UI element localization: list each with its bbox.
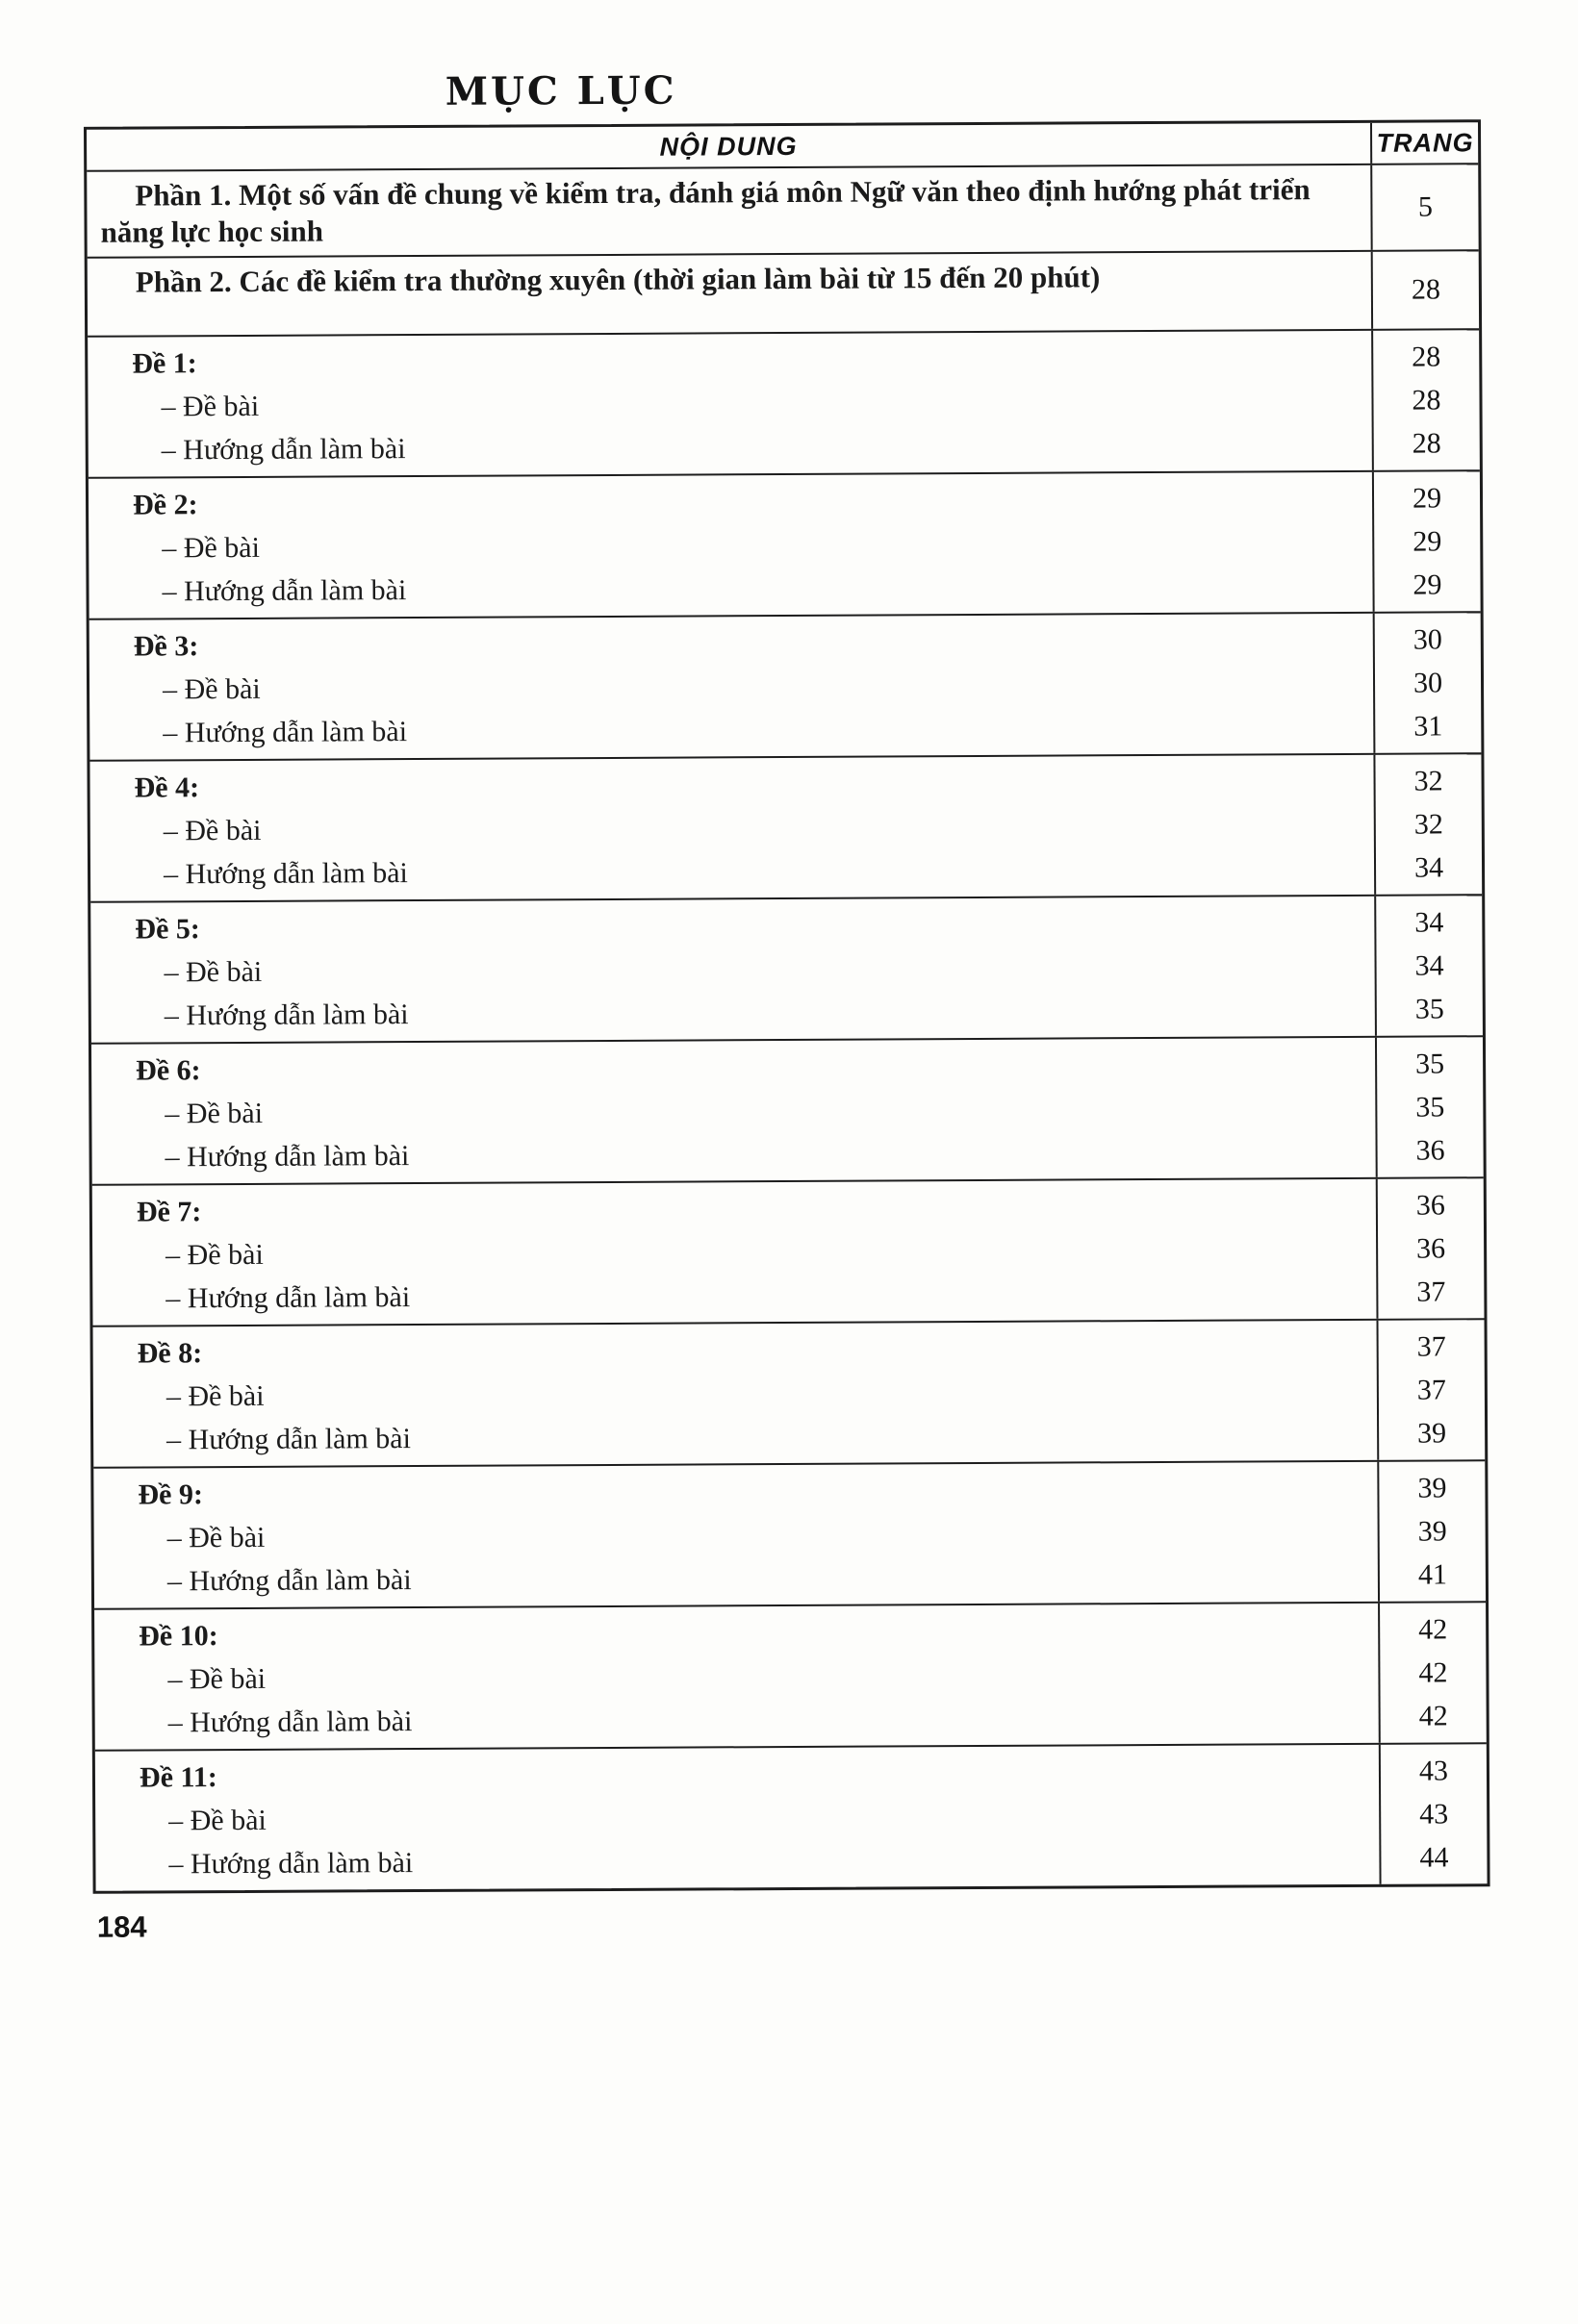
group-page-number: 35	[1415, 1048, 1445, 1080]
footer-page-number: 184	[96, 1909, 147, 1944]
toc-part-row	[88, 251, 1479, 338]
group-content-cell	[93, 1462, 1378, 1608]
group-title: Đề 4:	[134, 771, 200, 804]
group-title: Đề 8:	[137, 1337, 203, 1370]
toc-group-row	[93, 1461, 1486, 1610]
item-page-number: 37	[1416, 1374, 1446, 1406]
group-content-cell	[89, 614, 1374, 760]
column-header-trang: TRANG	[1370, 122, 1478, 164]
toc-item-label: – Đề bài	[166, 1521, 266, 1554]
item-page-number: 31	[1413, 710, 1443, 743]
item-page-number: 29	[1413, 525, 1442, 558]
group-pages-cell	[1373, 754, 1482, 895]
group-pages-cell	[1372, 471, 1481, 612]
group-page-number: 28	[1412, 341, 1441, 373]
group-page-number: 43	[1418, 1755, 1449, 1787]
group-page-number: 36	[1415, 1189, 1445, 1222]
item-page-number: 41	[1417, 1558, 1447, 1591]
group-title: Đề 1:	[132, 347, 197, 380]
item-page-number: 35	[1414, 993, 1444, 1025]
group-pages-cell	[1377, 1320, 1486, 1460]
toc-item-label: – Đề bài	[167, 1662, 267, 1696]
toc-groups	[88, 330, 1487, 1891]
group-content-cell	[93, 1321, 1378, 1467]
item-page-number: 28	[1412, 427, 1441, 460]
group-pages-cell	[1377, 1461, 1486, 1602]
group-pages-cell	[1375, 1037, 1484, 1177]
group-title: Đề 7:	[136, 1196, 202, 1228]
toc-item-label: – Đề bài	[161, 390, 260, 423]
toc-item-label: – Hướng dẫn làm bài	[166, 1423, 411, 1456]
toc-item-label: – Hướng dẫn làm bài	[166, 1564, 412, 1598]
group-content-cell	[92, 1179, 1377, 1326]
group-page-number: 37	[1416, 1330, 1446, 1363]
group-pages-cell	[1379, 1744, 1488, 1884]
group-content-cell	[89, 472, 1373, 619]
item-page-number: 35	[1415, 1091, 1445, 1124]
toc-item-label: – Đề bài	[165, 1379, 265, 1413]
item-page-number: 28	[1412, 384, 1441, 417]
item-page-number: 34	[1414, 949, 1444, 982]
group-page-number: 32	[1413, 765, 1443, 797]
column-header-noi-dung: NỘI DUNG	[659, 131, 798, 162]
group-content-cell	[91, 1038, 1376, 1184]
item-page-number: 29	[1413, 568, 1442, 601]
toc-item-label: – Đề bài	[162, 672, 261, 706]
item-page-number: 42	[1418, 1656, 1448, 1689]
toc-group-row	[92, 1178, 1485, 1327]
item-page-number: 30	[1413, 667, 1443, 699]
toc-group-row	[89, 613, 1482, 762]
group-pages-cell	[1376, 1178, 1485, 1319]
toc-item-label: – Hướng dẫn làm bài	[168, 1847, 414, 1881]
group-content-cell	[89, 755, 1374, 901]
group-title: Đề 6:	[136, 1054, 201, 1087]
group-content-cell	[95, 1745, 1380, 1891]
toc-group-row	[93, 1320, 1486, 1469]
group-content-cell	[90, 897, 1375, 1043]
toc-item-label: – Đề bài	[165, 1238, 264, 1272]
group-title: Đề 10:	[139, 1620, 218, 1653]
group-pages-cell	[1373, 613, 1482, 753]
item-page-number: 44	[1419, 1841, 1449, 1874]
toc-item-label: – Hướng dẫn làm bài	[167, 1705, 413, 1739]
group-title: Đề 2:	[132, 489, 198, 521]
part-title: Phần 1. Một số vấn đề chung về kiểm tra, đánh giá môn Ngữ văn theo định hướng phát triển năng lực học sinh	[100, 172, 1311, 249]
group-pages-cell	[1371, 330, 1480, 470]
toc-item-label: – Đề bài	[168, 1804, 267, 1837]
toc-item-label: – Hướng dẫn làm bài	[163, 857, 408, 891]
group-content-cell	[88, 331, 1372, 477]
toc-item-label: – Hướng dẫn làm bài	[163, 716, 408, 749]
group-title: Đề 5:	[135, 913, 200, 946]
toc-group-row	[91, 1037, 1484, 1186]
item-page-number: 42	[1418, 1700, 1448, 1732]
item-page-number: 39	[1417, 1515, 1447, 1548]
toc-group-row	[90, 896, 1483, 1045]
toc-item-label: – Hướng dẫn làm bài	[165, 1281, 411, 1315]
part-page-number: 28	[1371, 251, 1479, 329]
group-title: Đề 3:	[133, 630, 199, 663]
group-title: Đề 9:	[138, 1478, 204, 1511]
group-pages-cell	[1374, 896, 1483, 1036]
item-page-number: 36	[1415, 1134, 1445, 1167]
toc-item-label: – Hướng dẫn làm bài	[165, 1140, 410, 1174]
part-page-number: 5	[1370, 164, 1478, 250]
group-content-cell	[94, 1604, 1379, 1750]
group-page-number: 30	[1413, 623, 1442, 656]
page-title: MỤC LỤC	[445, 67, 677, 114]
toc-group-row	[95, 1744, 1488, 1891]
toc-item-label: – Hướng dẫn làm bài	[161, 433, 406, 467]
table-header-row	[87, 122, 1478, 172]
group-page-number: 42	[1418, 1613, 1448, 1646]
group-page-number: 39	[1417, 1472, 1447, 1504]
part-title: Phần 2. Các đề kiểm tra thường xuyên (thời gian làm bài từ 15 đến 20 phút)	[135, 260, 1101, 299]
toc-item-label: – Đề bài	[162, 531, 261, 565]
toc-group-row	[89, 754, 1482, 903]
toc-group-row	[94, 1603, 1487, 1752]
toc-item-label: – Đề bài	[163, 814, 262, 847]
group-page-number: 29	[1412, 482, 1442, 515]
toc-parts	[87, 164, 1479, 338]
toc-part-row	[87, 164, 1478, 259]
toc-group-row	[88, 330, 1480, 479]
item-page-number: 37	[1416, 1276, 1446, 1308]
item-page-number: 39	[1417, 1417, 1447, 1450]
item-page-number: 36	[1416, 1232, 1446, 1265]
toc-table	[84, 119, 1490, 1894]
toc-group-row	[89, 471, 1481, 620]
item-page-number: 34	[1413, 851, 1444, 884]
group-pages-cell	[1378, 1603, 1487, 1743]
toc-item-label: – Hướng dẫn làm bài	[164, 998, 409, 1032]
toc-item-label: – Đề bài	[164, 955, 263, 989]
toc-item-label: – Hướng dẫn làm bài	[162, 574, 407, 608]
group-title: Đề 11:	[139, 1761, 217, 1794]
toc-item-label: – Đề bài	[165, 1097, 264, 1130]
item-page-number: 43	[1419, 1798, 1449, 1831]
item-page-number: 32	[1413, 808, 1443, 841]
group-page-number: 34	[1414, 906, 1444, 939]
